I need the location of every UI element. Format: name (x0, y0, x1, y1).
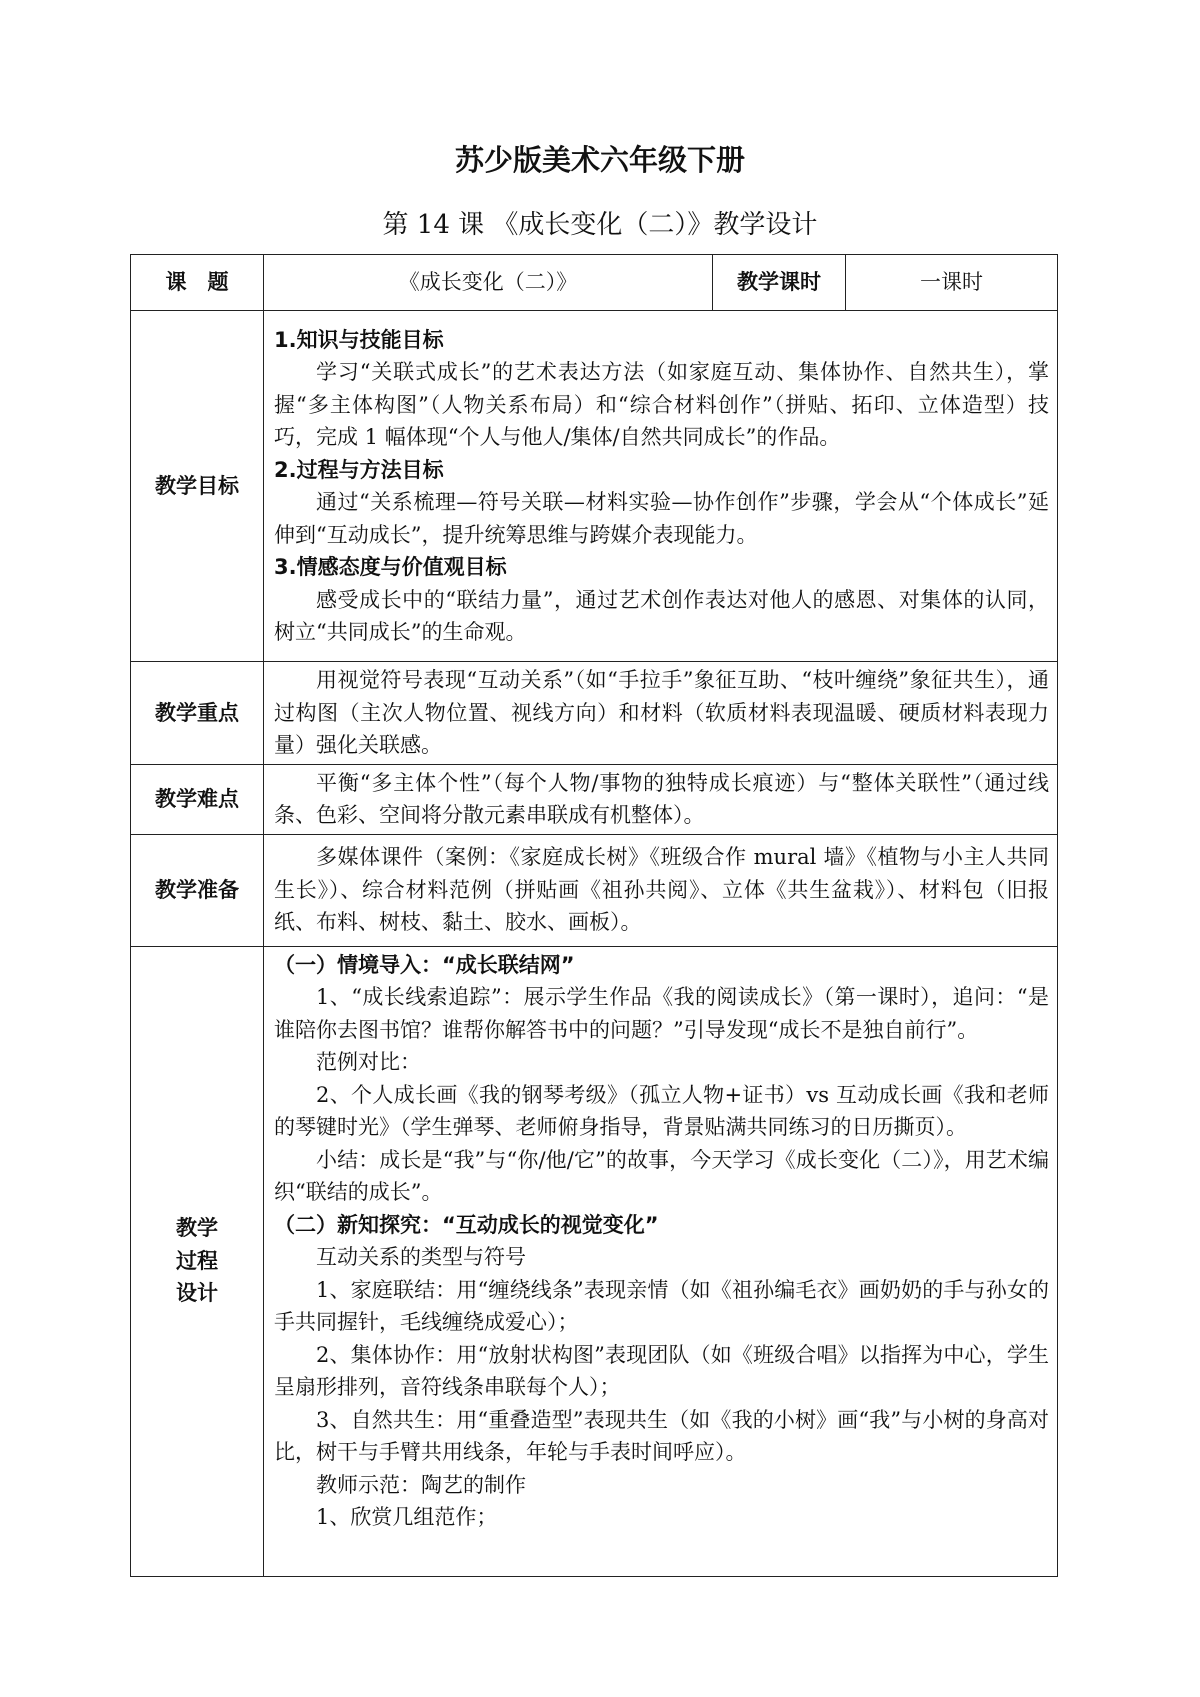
process-content (264, 946, 1058, 1576)
process-label-line-3: 设计 (176, 1281, 218, 1306)
goal-1-heading: 1.知识与技能目标 (274, 327, 444, 352)
row-preparation (131, 834, 1058, 946)
preparation-cell (264, 834, 1058, 946)
key-points-text: 用视觉符号表现“互动关系”（如“手拉手”象征互助、“枝叶缠绕”象征共生），通过构图（主次人物位置、视线方向）和材料（软质材料表现温暖、硬质材料表现力量）强化关联感。 (274, 668, 1049, 757)
goal-3-heading: 3.情感态度与价值观目标 (274, 555, 507, 579)
section-1-para-4: 小结：成长是“我”与“你/他/它”的故事，今天学习《成长变化（二）》，用艺术编织“联结的成长”。 (274, 1147, 1049, 1204)
section-1-para-3: 2、个人成长画《我的钢琴考级》（孤立人物+证书）vs 互动成长画《我和老师的琴键时光》（学生弹琴、老师俯身指导，背景贴满共同练习的日历撕页）。 (274, 1082, 1049, 1139)
section-2-para-1: 互动关系的类型与符号 (316, 1245, 526, 1269)
row-topic (131, 255, 1058, 311)
difficulties-label: 教学难点 (131, 764, 264, 834)
hours-value: 一课时 (846, 255, 1058, 311)
process-label-line-2: 过程 (176, 1248, 218, 1273)
topic-value: 《成长变化（二）》 (264, 255, 713, 311)
topic-label: 课 题 (131, 255, 264, 311)
goals-content (264, 311, 1058, 662)
process-label-line-1: 教学 (176, 1216, 218, 1241)
difficulties-cell (264, 764, 1058, 834)
section-1-para-1: 1、“成长线索追踪”：展示学生作品《我的阅读成长》（第一课时），追问：“是谁陪你去图书馆？谁帮你解答书中的问题？”引导发现“成长不是独自前行”。 (274, 985, 1049, 1042)
page-title: 苏少版美术六年级下册 (454, 143, 745, 177)
difficulties-text: 平衡“多主体个性”（每个人物/事物的独特成长痕迹）与“整体关联性”（通过线条、色彩、空间将分散元素串联成有机整体）。 (274, 770, 1049, 827)
goal-2-heading: 2.过程与方法目标 (274, 457, 444, 482)
section-2-para-4: 3、自然共生：用“重叠造型”表现共生（如《我的小树》画“我”与小树的身高对比，树干与手臂共用线条，年轮与手表时间呼应）。 (274, 1407, 1049, 1464)
row-difficulties (131, 764, 1058, 834)
key-points-label: 教学重点 (131, 662, 264, 765)
section-2-para-6: 1、欣赏几组范作； (316, 1505, 498, 1529)
row-key-points (131, 662, 1058, 765)
goal-1-text: 学习“关联式成长”的艺术表达方法（如家庭互动、集体协作、自然共生），掌握“多主体构图”（人物关系布局）和“综合材料创作”（拼贴、拓印、立体造型）技巧，完成 1 幅体现“个人与他人/集体/自然共同成长”的作品。 (274, 360, 1049, 449)
key-points-cell (264, 662, 1058, 765)
lesson-plan-table (130, 254, 1058, 1577)
process-label (131, 946, 264, 1576)
hours-label: 教学课时 (713, 255, 846, 311)
goals-label: 教学目标 (131, 311, 264, 662)
goal-2-text: 通过“关系梳理—符号关联—材料实验—协作创作”步骤，学会从“个体成长”延伸到“互动成长”，提升统筹思维与跨媒介表现能力。 (274, 490, 1049, 547)
section-2-heading: （二）新知探究：“互动成长的视觉变化” (274, 1212, 659, 1237)
preparation-text: 多媒体课件（案例：《家庭成长树》《班级合作 mural 墙》《植物与小主人共同生长》）、综合材料范例（拼贴画《祖孙共阅》、立体《共生盆栽》）、材料包（旧报纸、布料、树枝、黏土、胶水、画板）。 (274, 845, 1049, 935)
goal-3-text: 感受成长中的“联结力量”，通过艺术创作表达对他人的感恩、对集体的认同，树立“共同成长”的生命观。 (274, 587, 1049, 644)
row-goals (131, 311, 1058, 662)
section-2-para-2: 1、家庭联结：用“缠绕线条”表现亲情（如《祖孙编毛衣》画奶奶的手与孙女的手共同握针，毛线缠绕成爱心）； (274, 1277, 1049, 1334)
section-2-para-3: 2、集体协作：用“放射状构图”表现团队（如《班级合唱》以指挥为中心，学生呈扇形排列，音符线条串联每个人）； (274, 1342, 1049, 1399)
preparation-label: 教学准备 (131, 834, 264, 946)
section-1-para-2: 范例对比： (316, 1050, 421, 1074)
section-2-para-5: 教师示范：陶艺的制作 (316, 1472, 526, 1497)
page-subtitle: 第 14 课 《成长变化（二）》教学设计 (382, 210, 818, 240)
row-process (131, 946, 1058, 1576)
section-1-heading: （一）情境导入：“成长联结网” (274, 952, 575, 977)
